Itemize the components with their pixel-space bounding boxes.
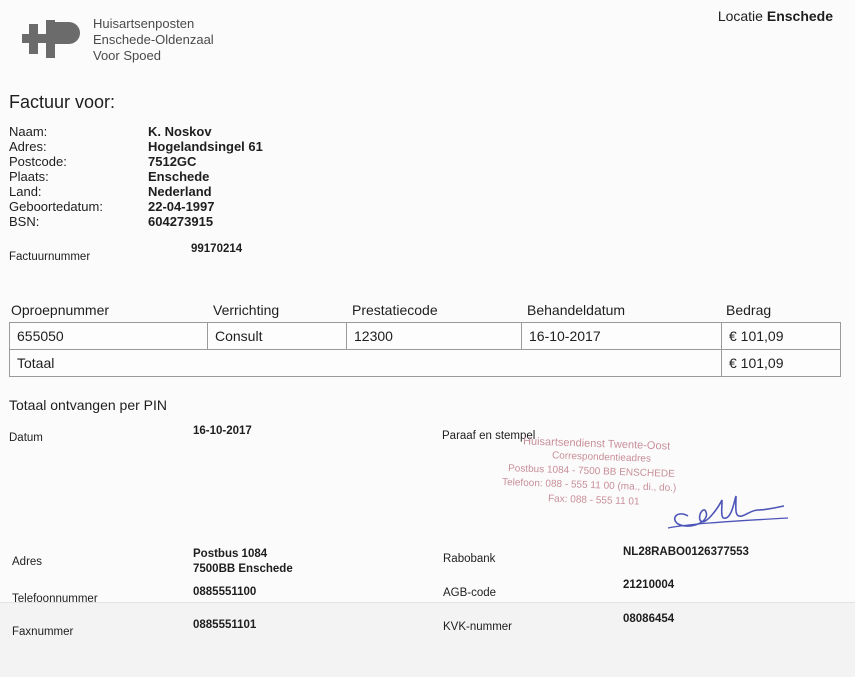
payment-title: Totaal ontvangen per PIN — [9, 397, 167, 413]
patient-country-label: Land: — [9, 184, 42, 199]
col-prestatiecode: Prestatiecode — [352, 302, 438, 318]
paper-fold — [0, 602, 855, 677]
col-bedrag: Bedrag — [726, 302, 772, 318]
patient-postcode: 7512GC — [148, 154, 197, 169]
cell-behandeldatum: 16-10-2017 — [521, 323, 721, 349]
patient-name: K. Noskov — [148, 124, 212, 139]
table-header — [9, 300, 841, 322]
cell-bedrag: € 101,09 — [721, 323, 840, 349]
patient-birthdate-label: Geboortedatum: — [9, 199, 103, 214]
signature-icon — [648, 488, 798, 533]
footer-kvk-label: KVK-nummer — [443, 621, 513, 633]
patient-country: Nederland — [148, 184, 212, 199]
footer-agb-label: AGB-code — [443, 587, 497, 599]
footer-kvk: 08086454 — [623, 613, 675, 625]
invoice-table — [9, 300, 841, 377]
patient-bsn: 604273915 — [148, 214, 214, 229]
org-line-3: Voor Spoed — [93, 48, 161, 63]
invoice-number-label: Factuurnummer — [9, 251, 91, 263]
org-line-2: Enschede-Oldenzaal — [93, 32, 214, 47]
patient-name-label: Naam: — [9, 124, 48, 139]
patient-city: Enschede — [148, 169, 210, 184]
col-oproepnummer: Oproepnummer — [11, 302, 110, 318]
stamp-label: Paraaf en stempel — [442, 430, 536, 442]
footer-address-label: Adres — [12, 556, 43, 568]
col-behandeldatum: Behandeldatum — [527, 302, 626, 318]
cell-prestatiecode: 12300 — [346, 323, 521, 349]
stamp-line-5: Fax: 088 - 555 11 01 — [547, 493, 640, 508]
footer-phone-label: Telefoonnummer — [12, 593, 98, 605]
footer-agb: 21210004 — [623, 579, 675, 591]
patient-address-label: Adres: — [9, 139, 47, 154]
total-label: Totaal — [17, 355, 55, 371]
footer-bank-label: Rabobank — [443, 553, 496, 565]
payment-date-label: Datum — [9, 432, 43, 444]
org-name — [93, 16, 214, 64]
invoice-heading: Factuur voor: — [9, 92, 116, 112]
org-line-1: Huisartsenposten — [93, 16, 195, 31]
fold-line — [0, 602, 855, 603]
footer-fax-label: Faxnummer — [12, 626, 74, 638]
footer-address-line-1: Postbus 1084 — [193, 548, 268, 560]
invoice-number: 99170214 — [191, 243, 243, 255]
stamp-line-4: Telefoon: 088 - 555 11 00 (ma., di., do.) — [501, 476, 677, 495]
footer-address-line-2: 7500BB Enschede — [193, 563, 293, 575]
footer-fax: 0885551101 — [193, 619, 257, 631]
location-value: Enschede — [766, 8, 833, 24]
stamp-line-1: Huisartsendienst Twente-Oost — [522, 435, 671, 453]
payment-date: 16-10-2017 — [193, 425, 252, 437]
cell-oproepnummer: 655050 — [17, 328, 64, 344]
stamp-line-3: Postbus 1084 - 7500 BB ENSCHEDE — [507, 463, 675, 480]
location-label: Locatie — [717, 8, 763, 24]
patient-city-label: Plaats: — [9, 169, 49, 184]
location — [718, 8, 833, 24]
col-verrichting: Verrichting — [213, 302, 280, 318]
cell-verrichting: Consult — [207, 323, 346, 349]
total-value: € 101,09 — [721, 350, 840, 376]
footer-phone: 0885551100 — [193, 586, 257, 598]
patient-bsn-label: BSN: — [9, 214, 40, 229]
patient-address: Hogelandsingel 61 — [148, 139, 263, 154]
footer-bank: NL28RABO0126377553 — [623, 546, 749, 558]
logo-icon — [20, 18, 90, 62]
stamp-line-2: Correspondentieadres — [551, 450, 652, 465]
patient-birthdate: 22-04-1997 — [148, 199, 215, 214]
table-total-row — [9, 349, 841, 377]
patient-postcode-label: Postcode: — [9, 154, 67, 169]
table-row — [9, 322, 841, 350]
